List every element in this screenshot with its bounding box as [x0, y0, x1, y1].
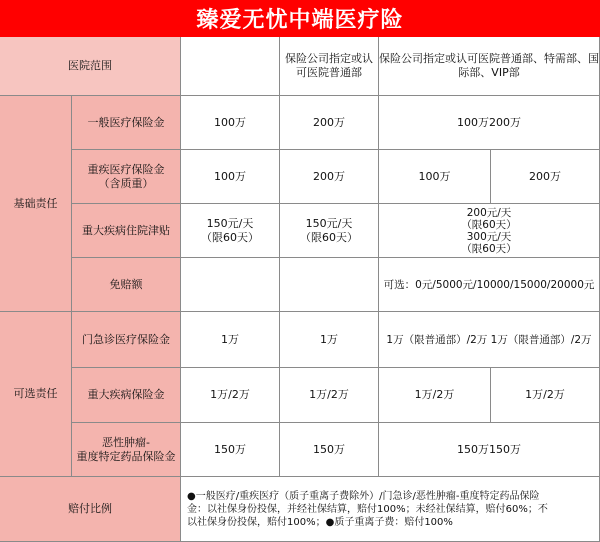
cell-deductible-plan1	[181, 258, 280, 312]
cell-general-plan3: 100万200万	[379, 96, 600, 150]
row-label-tumor-drug: 恶性肿瘤- 重度特定药品保险金	[72, 423, 181, 477]
cell-general-plan1: 100万	[181, 96, 280, 150]
row-label-serious-medical: 重疾医疗保险金 （含质重）	[72, 150, 181, 204]
cell-tumor-plan3: 150万150万	[379, 423, 600, 477]
cell-outpatient-plan1: 1万	[181, 312, 280, 368]
cell-critical-plan3b: 1万/2万	[491, 368, 600, 423]
cell-outpatient-plan2: 1万	[280, 312, 379, 368]
cell-payout-note: ●一般医疗/重疾医疗（质子重离子费除外）/门急诊/恶性肿瘤-重度特定药品保险 金：以社保身份投保，并经社保结算，赔付100%；未经社保结算，赔付60%；不 以社保身份投保，赔付100%；●质子重离子费：赔付100%	[181, 477, 600, 542]
cell-scope-plan2: 保险公司指定或认 可医院普通部	[280, 37, 379, 96]
cell-serious-plan2: 200万	[280, 150, 379, 204]
cell-serious-plan3a: 100万	[379, 150, 491, 204]
cell-deductible-plan3: 可选：0元/5000元/10000/15000/20000元	[379, 258, 600, 312]
cell-allowance-plan2: 150元/天 （限60天）	[280, 204, 379, 258]
cell-outpatient-plan3: 1万（限普通部）/2万 1万（限普通部）/2万	[379, 312, 600, 368]
cell-scope-plan3: 保险公司指定或认可医院普通部、特需部、国 际部、VIP部	[379, 37, 600, 96]
cell-critical-plan2: 1万/2万	[280, 368, 379, 423]
group-label-basic: 基础责任	[0, 96, 72, 312]
row-label-payout-ratio: 赔付比例	[0, 477, 181, 542]
row-label-deductible: 免赔额	[72, 258, 181, 312]
cell-scope-plan1	[181, 37, 280, 96]
cell-tumor-plan2: 150万	[280, 423, 379, 477]
cell-serious-plan3b: 200万	[491, 150, 600, 204]
row-label-hospital-allowance: 重大疾病住院津贴	[72, 204, 181, 258]
page-title: 臻爱无忧中端医疗险	[0, 0, 600, 37]
cell-serious-plan1: 100万	[181, 150, 280, 204]
row-label-outpatient: 门急诊医疗保险金	[72, 312, 181, 368]
cell-allowance-plan3: 200元/天 （限60天） 300元/天 （限60天）	[379, 204, 600, 258]
cell-deductible-plan2	[280, 258, 379, 312]
cell-tumor-plan1: 150万	[181, 423, 280, 477]
cell-critical-plan1: 1万/2万	[181, 368, 280, 423]
cell-critical-plan3a: 1万/2万	[379, 368, 491, 423]
cell-general-plan2: 200万	[280, 96, 379, 150]
cell-allowance-plan1: 150元/天 （限60天）	[181, 204, 280, 258]
group-label-optional: 可选责任	[0, 312, 72, 477]
row-label-critical-illness: 重大疾病保险金	[72, 368, 181, 423]
row-label-hospital-scope: 医院范围	[0, 37, 181, 96]
row-label-general-medical: 一般医疗保险金	[72, 96, 181, 150]
